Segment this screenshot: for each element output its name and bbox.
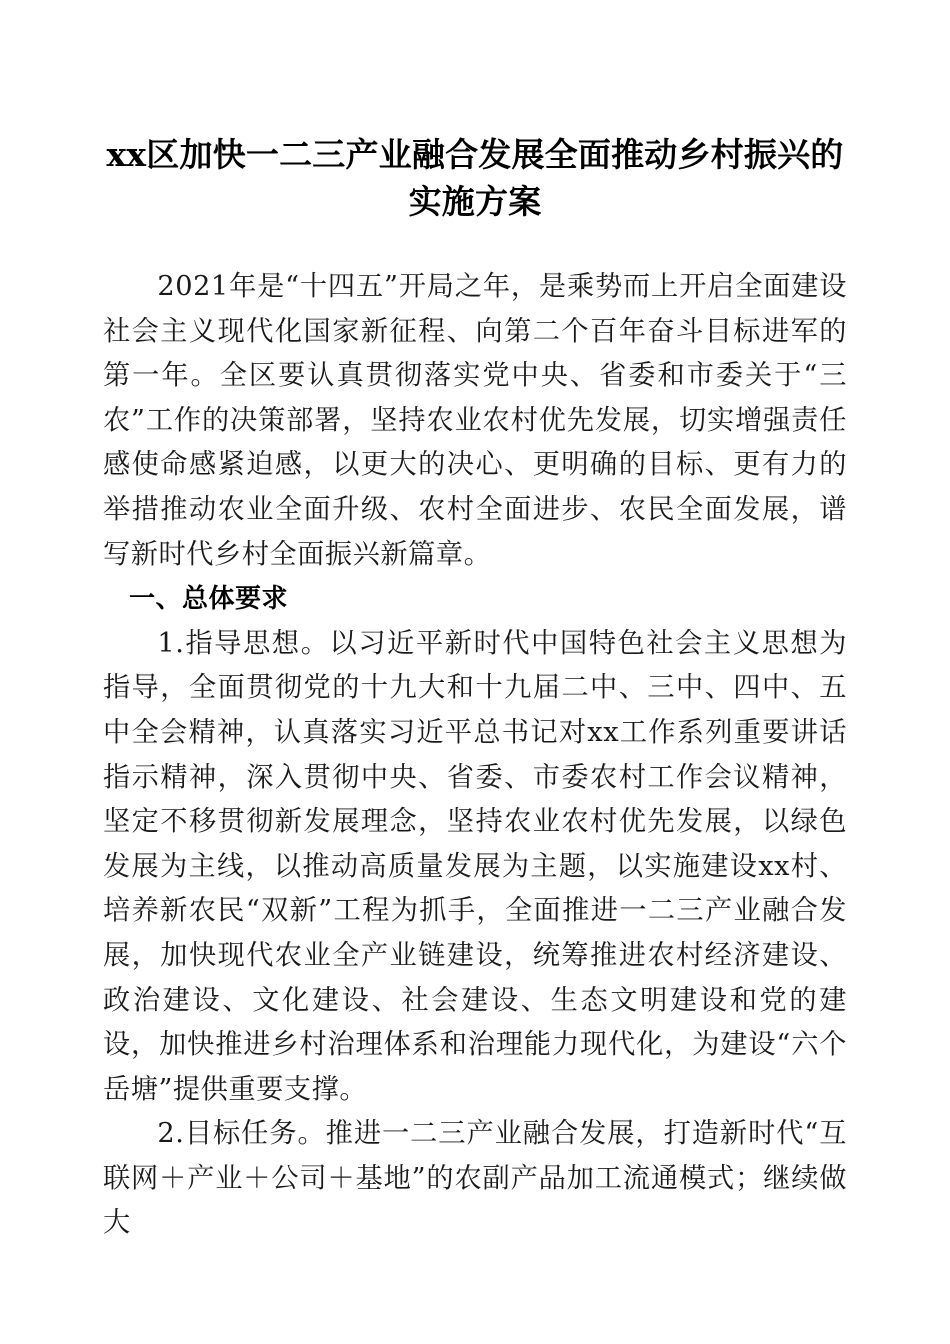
item-1-guiding-thought: 1.指导思想。以习近平新时代中国特色社会主义思想为指导，全面贯彻党的十九大和十九届二中、三中、四中、五中全会精神，认真落实习近平总书记对xx工作系列重要讲话指示精神，深入贯彻中央、省委、市委农村工作会议精神，坚定不移贯彻新发展理念，坚持农业农村优先发展，以绿色发展为主线，以推动高质量发展为主题，以实施建设xx村、培养新农民“双新”工程为抓手，全面推进一二三产业融合发展，加快现代农业全产业链建设，统筹推进农村经济建设、政治建设、文化建设、社会建设、生态文明建设和党的建设，加快推进乡村治理体系和治理能力现代化，为建设“六个岳塘”提供重要支撑。 — [103, 627, 847, 1105]
document-body — [103, 0, 847, 1246]
opening-paragraph: 2021年是“十四五”开局之年，是乘势而上开启全面建设社会主义现代化国家新征程、向第二个百年奋斗目标进军的第一年。全区要认真贯彻落实党中央、省委和市委关于“三农”工作的决策部署，坚持农业农村优先发展，切实增强责任感使命感紧迫感，以更大的决心、更明确的目标、更有力的举措推动农业全面升级、农村全面进步、农民全面发展，谱写新时代乡村全面振兴新篇章。 — [103, 271, 847, 570]
item-2-goal-task: 2.目标任务。推进一二三产业融合发展，打造新时代“互联网＋产业＋公司＋基地”的农副产品加工流通模式；继续做大 — [103, 1118, 847, 1239]
section-heading-1: 一、总体要求 — [129, 584, 289, 615]
page-title: xx区加快一二三产业融合发展全面推动乡村振兴的实施方案 — [106, 135, 844, 221]
